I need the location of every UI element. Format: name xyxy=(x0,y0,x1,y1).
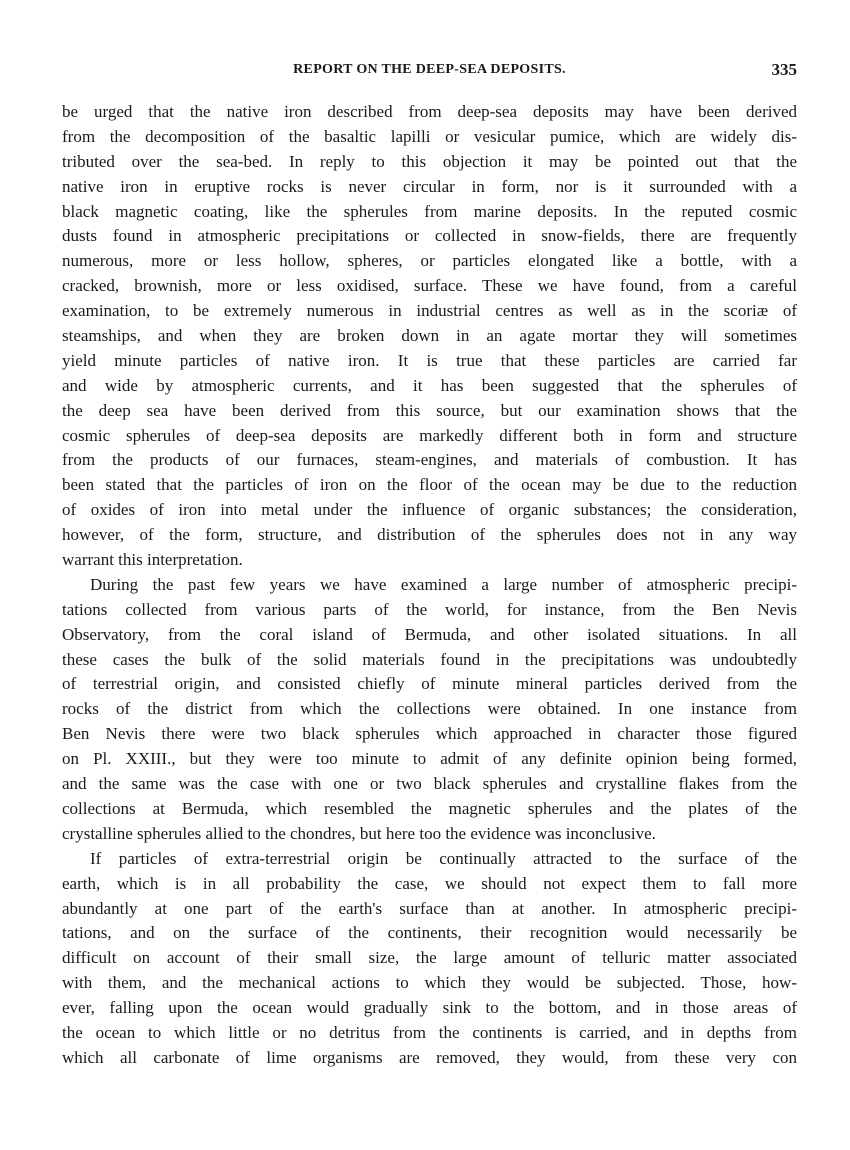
text-line: warrant this interpretation. xyxy=(62,550,243,570)
text-line: been stated that the particles of iron on the floor of the ocean may be due to the reduction xyxy=(62,475,797,495)
text-line: Ben Nevis there were two black spherules which approached in character those figured xyxy=(62,724,797,744)
text-line: the ocean to which little or no detritus from the continents is carried, and in depths from xyxy=(62,1022,797,1042)
text-line: Observatory, from the coral island of Bermuda, and other isolated situations. In all xyxy=(62,624,797,644)
text-line: from the products of our furnaces, steam-engines, and materials of combustion. It has xyxy=(62,450,797,470)
text-line: difficult on account of their small size, the large amount of telluric matter associated xyxy=(62,948,797,968)
text-line: be urged that the native iron described from deep-sea deposits may have been derived xyxy=(62,102,797,121)
text-line: During the past few years we have examined a large number of atmospheric precipi- xyxy=(90,574,797,594)
text-line: from the decomposition of the basaltic lapilli or vesicular pumice, which are widely dis- xyxy=(62,126,797,146)
text-line: rocks of the district from which the collections were obtained. In one instance from xyxy=(62,699,797,719)
text-line: tations collected from various parts of the world, for instance, from the Ben Nevis xyxy=(62,599,797,619)
text-line: on Pl. XXIII., but they were too minute to admit of any definite opinion being formed, xyxy=(62,749,797,769)
running-header xyxy=(62,60,797,84)
text-line: black magnetic coating, like the spherules from marine deposits. In the reputed cosmic xyxy=(62,201,797,221)
paragraph xyxy=(62,100,797,573)
text-line: of oxides of iron into metal under the influence of organic substances; the consideration, xyxy=(62,500,797,520)
text-line: ever, falling upon the ocean would gradually sink to the bottom, and in those areas of xyxy=(62,998,797,1018)
text-line: examination, to be extremely numerous in industrial centres as well as in the scoriæ of xyxy=(62,301,797,321)
text-line: and wide by atmospheric currents, and it has been suggested that the spherules of xyxy=(62,375,797,395)
text-line: If particles of extra-terrestrial origin be continually attracted to the surface of the xyxy=(90,848,797,868)
page-number: 335 xyxy=(771,60,797,79)
text-line: dusts found in atmospheric precipitations or collected in snow-fields, there are frequently xyxy=(62,226,797,246)
text-line: with them, and the mechanical actions to which they would be subjected. Those, how- xyxy=(62,973,797,993)
text-line: crystalline spherules allied to the chondres, but here too the evidence was inconclusive. xyxy=(62,823,656,843)
paragraph xyxy=(62,573,797,847)
text-line: which all carbonate of lime organisms are removed, they would, from these very con xyxy=(62,1047,797,1067)
text-line: these cases the bulk of the solid materials found in the precipitations was undoubtedly xyxy=(62,649,797,669)
body-text xyxy=(62,100,797,1071)
text-line: the deep sea have been derived from this source, but our examination shows that the xyxy=(62,400,797,420)
text-line: steamships, and when they are broken down in an agate mortar they will sometimes xyxy=(62,326,797,346)
running-title: REPORT ON THE DEEP-SEA DEPOSITS. xyxy=(293,62,566,77)
text-line: native iron in eruptive rocks is never circular in form, nor is it surrounded with a xyxy=(62,176,797,196)
text-line: earth, which is in all probability the case, we should not expect them to fall more xyxy=(62,873,797,893)
text-line: tations, and on the surface of the continents, their recognition would necessarily be xyxy=(62,923,797,943)
text-line: numerous, more or less hollow, spheres, or particles elongated like a bottle, with a xyxy=(62,251,797,271)
text-line: of terrestrial origin, and consisted chiefly of minute mineral particles derived from the xyxy=(62,674,797,694)
text-line: however, of the form, structure, and distribution of the spherules does not in any way xyxy=(62,525,797,545)
text-line: cosmic spherules of deep-sea deposits are markedly different both in form and structure xyxy=(62,425,797,445)
text-line: and the same was the case with one or two black spherules and crystalline flakes from the xyxy=(62,774,797,794)
text-line: cracked, brownish, more or less oxidised, surface. These we have found, from a careful xyxy=(62,276,797,296)
text-line: yield minute particles of native iron. It is true that these particles are carried far xyxy=(62,350,797,370)
text-line: collections at Bermuda, which resembled the magnetic spherules and the plates of the xyxy=(62,798,797,818)
text-line: abundantly at one part of the earth's surface than at another. In atmospheric precipi- xyxy=(62,898,797,918)
paragraph xyxy=(62,847,797,1071)
text-line: tributed over the sea-bed. In reply to this objection it may be pointed out that the xyxy=(62,151,797,171)
